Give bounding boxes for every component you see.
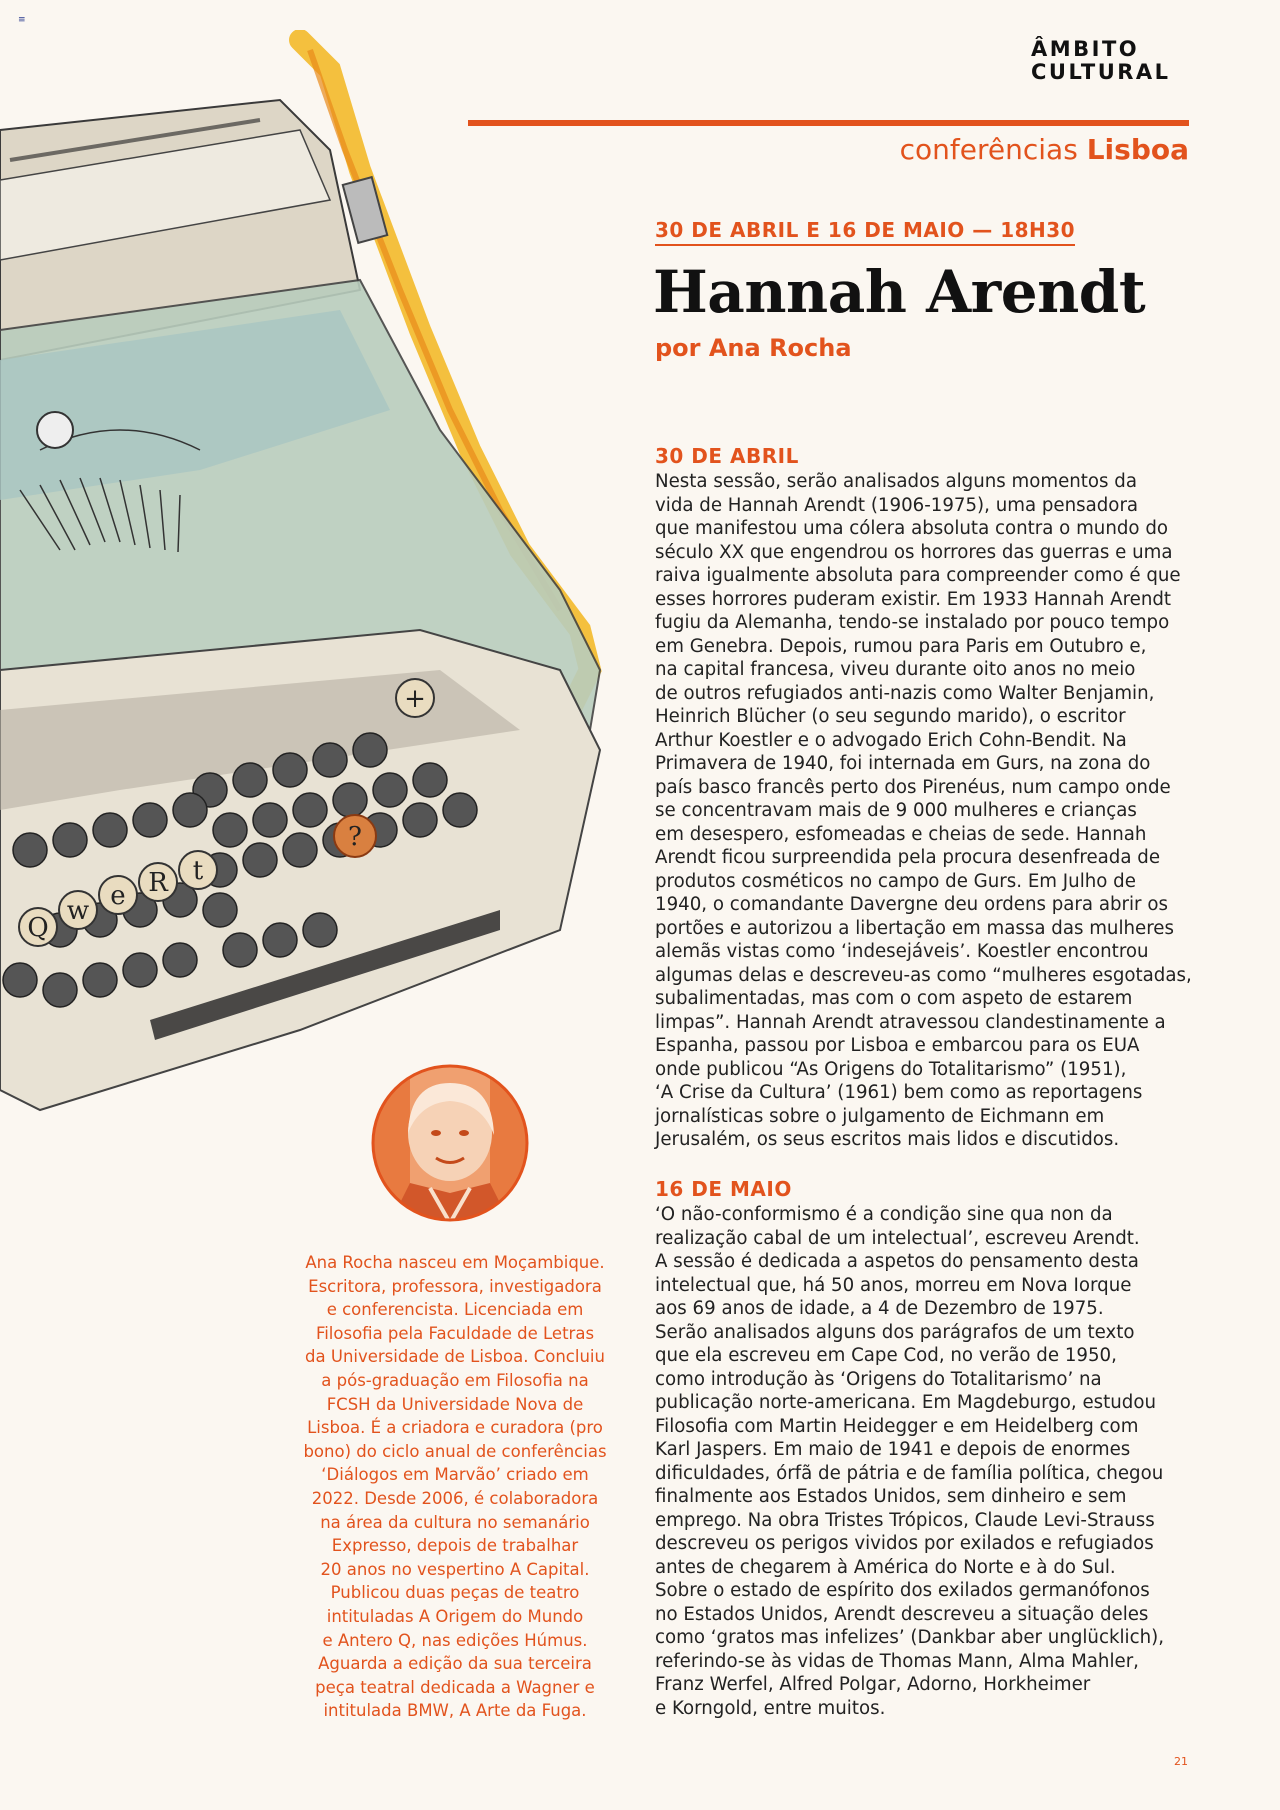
section1-text-line: século XX que engendrou os horrores das guerras e uma (655, 541, 1173, 563)
key-e-label: e (110, 881, 126, 911)
section2-text-line: como ‘gratos mas infelizes’ (Dankbar aber unglücklich), (655, 1627, 1165, 1648)
section1-text-line: portões e autorizou a libertação em massa das mulheres (655, 917, 1174, 939)
section2-text-line: Sobre o estado de espírito dos exilados germanófonos (655, 1580, 1150, 1601)
section2-text-line: Filosofia com Martin Heidegger e em Heidelberg com (655, 1415, 1139, 1437)
bio-text-line: Escritora, professora, investigadora (308, 1276, 602, 1296)
section2-text-line: finalmente aos Estados Unidos, sem dinheiro e sem (655, 1486, 1127, 1507)
bio-text-line: na área da cultura no semanário (320, 1512, 590, 1532)
event-dateline: 30 DE ABRIL E 16 DE MAIO — 18H30 (655, 218, 1075, 246)
section2-text-line: descreveu os perigos vividos por exilados e refugiados (655, 1533, 1154, 1554)
series-city: Lisboa (1086, 133, 1189, 166)
series-title (900, 133, 1189, 166)
section2-text-line: e Korngold, entre muitos. (655, 1697, 886, 1719)
author-bio (290, 1251, 620, 1723)
byline: por Ana Rocha (655, 334, 852, 362)
section-heading-30-abril: 30 DE ABRIL (655, 444, 799, 468)
bio-text-line: Aguarda a edição da sua terceira (318, 1654, 592, 1674)
section1-text-line: jornalísticas sobre o julgamento de Eichmann em (655, 1105, 1105, 1127)
key-plus-label: + (404, 684, 426, 714)
bio-text-line: a pós-graduação em Filosofia na (321, 1370, 589, 1390)
bio-text-line: intituladas A Origem do Mundo (326, 1606, 584, 1626)
section2-text-line: realização cabal de um intelectual’, escreveu Arendt. (655, 1227, 1140, 1249)
bio-text-line: e Antero Q, nas edições Húmus. (322, 1630, 588, 1650)
section1-text-line: onde publicou “As Origens do Totalitarismo” (1951), (655, 1058, 1127, 1080)
section1-text-line: na capital francesa, viveu durante oito anos no meio (655, 659, 1136, 680)
section-body-30-abril (655, 470, 1200, 1152)
key-t-label: t (192, 856, 204, 886)
section2-text-line: ‘O não-conformismo é a condição sine qua non da (655, 1204, 1113, 1225)
section2-text-line: A sessão é dedicada a aspetos do pensamento desta (655, 1251, 1139, 1272)
author-portrait (370, 1063, 530, 1223)
section-body-16-maio (655, 1203, 1200, 1720)
section2-text-line: Serão analisados alguns dos parágrafos de um texto (655, 1321, 1135, 1343)
section1-text-line: Nesta sessão, serão analisados alguns momentos da (655, 471, 1137, 492)
section2-text-line: emprego. Na obra Tristes Trópicos, Claude Levi-Strauss (655, 1509, 1155, 1531)
key-w-label: w (66, 896, 90, 926)
section2-text-line: publicação norte-americana. Em Magdeburgo, estudou (655, 1392, 1156, 1413)
section2-text-line: Karl Jaspers. Em maio de 1941 e depois de enormes (655, 1439, 1131, 1460)
series-prefix: conferências (899, 133, 1078, 166)
bio-text-line: e conferencista. Licenciada em (326, 1300, 584, 1320)
section1-text-line: país basco francês perto dos Pirenéus, num campo onde (655, 776, 1171, 798)
bio-text-line: da Universidade de Lisboa. Concluiu (305, 1347, 605, 1367)
bio-text-line: Ana Rocha nasceu em Moçambique. (305, 1253, 605, 1272)
page-number: 21 (1174, 1755, 1188, 1768)
section1-text-line: que manifestou uma cólera absoluta contra o mundo do (655, 518, 1168, 539)
bio-text-line: ‘Diálogos em Marvão’ criado em (321, 1465, 589, 1485)
section1-text-line: Arthur Koestler e o advogado Erich Cohn-Bendit. Na (655, 729, 1127, 751)
bio-text-line: 20 anos no vespertino A Capital. (320, 1559, 590, 1579)
section2-text-line: antes de chegarem à América do Norte e à do Sul. (655, 1556, 1116, 1578)
section1-text-line: se concentravam mais de 9 000 mulheres e crianças (655, 800, 1137, 821)
logo-line-2: CULTURAL (1031, 60, 1171, 84)
section1-text-line: vida de Hannah Arendt (1906-1975), uma pensadora (655, 494, 1139, 516)
bio-text-line: FCSH da Universidade Nova de (326, 1394, 584, 1414)
section1-text-line: 1940, o comandante Davergne deu ordens para abrir os (655, 894, 1168, 915)
section1-text-line: em Genebra. Depois, rumou para Paris em Outubro e, (655, 635, 1147, 657)
section1-text-line: fugiu da Alemanha, tendo-se instalado por pouco tempo (655, 612, 1170, 633)
section2-text-line: intelectual que, há 50 anos, morreu em Nova Iorque (655, 1274, 1132, 1296)
section1-text-line: esses horrores puderam existir. Em 1933 Hannah Arendt (655, 588, 1172, 610)
section1-text-line: subalimentadas, mas com o com aspeto de estarem (655, 988, 1133, 1009)
bio-text-line: Lisboa. É a criadora e curadora (pro (307, 1418, 603, 1438)
header-rule (468, 120, 1189, 126)
section1-text-line: algumas delas e descreveu-as como “mulheres esgotadas, (655, 964, 1192, 986)
section2-text-line: dificuldades, órfã de pátria e de família política, chegou (655, 1462, 1164, 1484)
bio-text-line: Publicou duas peças de teatro (330, 1583, 580, 1603)
menu-icon: ≡ (18, 15, 26, 25)
section1-text-line: Jerusalém, os seus escritos mais lidos e discutidos. (655, 1129, 1120, 1150)
section2-text-line: Franz Werfel, Alfred Polgar, Adorno, Horkheimer (655, 1674, 1091, 1695)
section1-text-line: alemãs vistas como ‘indesejáveis’. Koestler encontrou (655, 941, 1149, 962)
key-question-label: ? (348, 822, 362, 852)
section1-text-line: ‘A Crise da Cultura’ (1961) bem como as reportagens (655, 1082, 1143, 1103)
section2-text-line: como introdução às ‘Origens do Totalitarismo’ na (655, 1368, 1102, 1390)
section1-text-line: Espanha, passou por Lisboa e embarcou para os EUA (655, 1035, 1140, 1056)
typewriter-illustration (0, 30, 620, 1120)
section1-text-line: em desespero, esfomeadas e cheias de sede. Hannah (655, 823, 1147, 845)
section1-text-line: Arendt ficou surpreendida pela procura desenfreada de (655, 847, 1161, 868)
section-heading-16-maio: 16 DE MAIO (655, 1177, 792, 1201)
bio-text-line: Expresso, depois de trabalhar (331, 1536, 579, 1556)
bio-text-line: bono) do ciclo anual de conferências (303, 1441, 607, 1461)
section2-text-line: aos 69 anos de idade, a 4 de Dezembro de 1975. (655, 1298, 1104, 1319)
section2-text-line: no Estados Unidos, Arendt descreveu a situação deles (655, 1603, 1149, 1625)
key-r-label: R (148, 868, 168, 898)
bio-text-line: 2022. Desde 2006, é colaboradora (311, 1488, 599, 1508)
key-q-label: Q (27, 913, 49, 943)
section1-text-line: de outros refugiados anti-nazis como Walter Benjamin, (655, 682, 1155, 704)
section1-text-line: produtos cosméticos no campo de Gurs. Em Julho de (655, 870, 1136, 892)
section1-text-line: limpas”. Hannah Arendt atravessou clandestinamente a (655, 1011, 1166, 1033)
logo-line-1: ÂMBITO (1031, 37, 1140, 61)
page-title: Hannah Arendt (653, 258, 1146, 326)
bio-text-line: Filosofia pela Faculdade de Letras (315, 1323, 595, 1343)
bio-text-line: peça teatral dedicada a Wagner e (315, 1677, 595, 1697)
ambito-cultural-logo (1031, 38, 1191, 84)
bio-text-line: intitulada BMW, A Arte da Fuga. (323, 1701, 587, 1721)
section2-text-line: que ela escreveu em Cape Cod, no verão de 1950, (655, 1345, 1117, 1366)
section1-text-line: raiva igualmente absoluta para compreender como é que (655, 565, 1181, 586)
section1-text-line: Heinrich Blücher (o seu segundo marido), o escritor (655, 706, 1126, 727)
section2-text-line: referindo-se às vidas de Thomas Mann, Alma Mahler, (655, 1650, 1139, 1672)
section1-text-line: Primavera de 1940, foi internada em Gurs, na zona do (655, 753, 1151, 774)
